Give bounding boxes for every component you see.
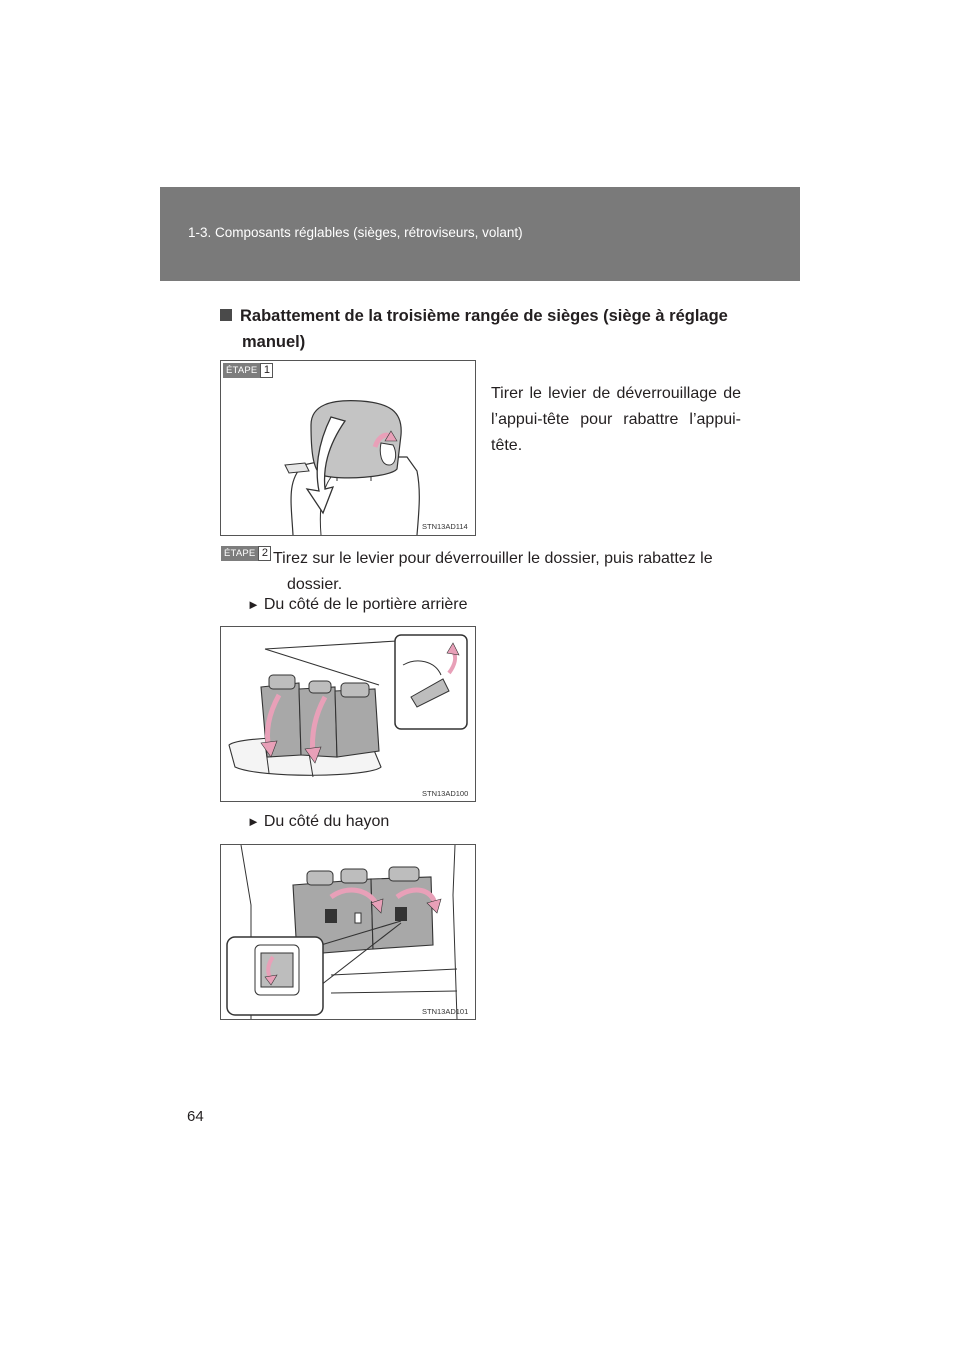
square-bullet-icon (220, 309, 232, 321)
step-1-text: Tirer le levier de déverrouillage de l’appui-tête pour rabattre l’appui-tête. (491, 385, 741, 454)
triangle-bullet-icon: ► (247, 814, 260, 829)
figure-code: STN13AD114 (422, 522, 468, 531)
figure-rear-door-seats (220, 626, 476, 802)
figure-headrest-fold (220, 360, 476, 536)
section-heading: Rabattement de la troisième rangée de sièges (siège à réglage manuel) (220, 303, 742, 355)
step-2-badge: ÉTAPE 2 (221, 546, 271, 561)
page-number: 64 (187, 1108, 204, 1125)
triangle-bullet-icon: ► (247, 597, 260, 612)
bullet-tailgate: ► Du côté du hayon (247, 813, 390, 830)
section-title: 1-3. Composants réglables (sièges, rétroviseurs, volant) (188, 225, 523, 240)
figure-code: STN13AD101 (422, 1007, 469, 1016)
figure-code: STN13AD100 (422, 789, 469, 798)
bullet-rear-door: ► Du côté de le portière arrière (247, 596, 468, 613)
step-2-text: Tirez sur le levier pour déverrouiller le dossier, puis rabattez le dossier. (273, 550, 713, 593)
section-header (160, 187, 800, 281)
step-1-badge: ÉTAPE 1 (223, 363, 273, 378)
figure-tailgate-seats (220, 844, 476, 1020)
